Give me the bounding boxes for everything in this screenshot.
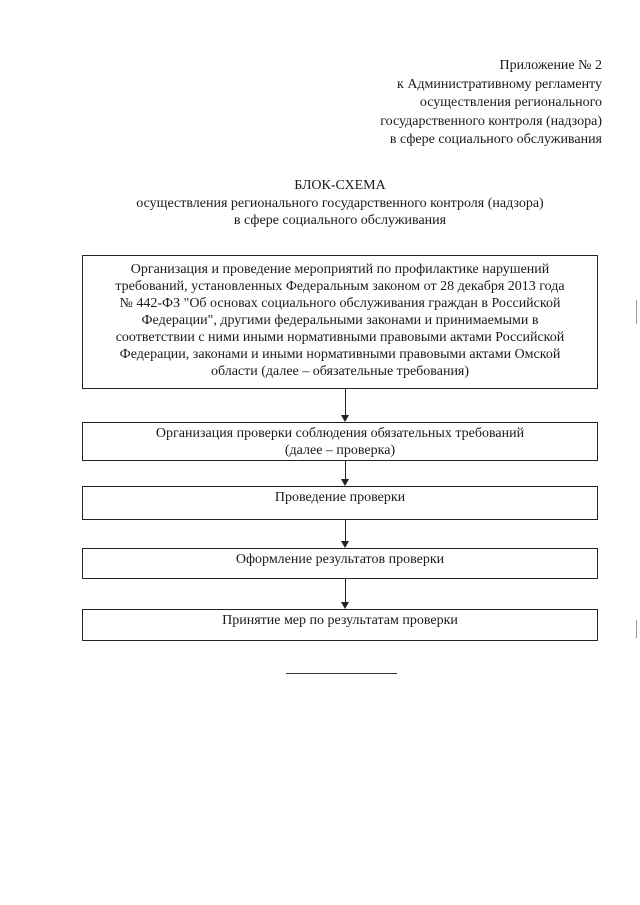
step-text-line: (далее – проверка) — [284, 443, 396, 458]
step-text-line: Федерации, законами и иными нормативными правовыми актами Омской — [119, 347, 561, 362]
step-text-line: Организация проверки соблюдения обязательных требований — [155, 426, 525, 441]
step-text-line: области (далее – обязательные требования) — [210, 364, 470, 379]
flow-step-prevention — [82, 255, 598, 389]
document-title — [60, 177, 620, 230]
flow-step-organize-inspection — [82, 422, 598, 461]
scan-margin-mark — [636, 620, 637, 638]
flow-connector — [345, 520, 346, 541]
step-text-line: № 442-ФЗ "Об основах социального обслуживания граждан в Российской — [119, 296, 561, 311]
appendix-line: государственного контроля (надзора) — [380, 113, 602, 129]
appendix-line: Приложение № 2 — [499, 58, 602, 73]
step-text-line: Организация и проведение мероприятий по профилактике нарушений — [130, 262, 550, 277]
title-heading: БЛОК-СХЕМА — [294, 178, 386, 193]
step-text-line: требований, установленных Федеральным законом от 28 декабря 2013 года — [115, 279, 565, 294]
appendix-block — [242, 57, 602, 150]
flow-connector — [345, 579, 346, 602]
appendix-line: осуществления регионального — [419, 95, 602, 110]
step-text-line: Принятие мер по результатам проверки — [222, 613, 458, 628]
step-text-line: Проведение проверки — [274, 490, 406, 505]
flow-step-take-measures — [82, 609, 598, 641]
flow-step-document-results — [82, 548, 598, 579]
step-text-line: соответствии с ними иными нормативными правовыми актами Российской — [115, 330, 565, 345]
arrow-down-icon — [341, 602, 349, 609]
arrow-down-icon — [341, 541, 349, 548]
flow-connector — [345, 461, 346, 479]
arrow-down-icon — [341, 415, 349, 422]
end-rule — [286, 673, 397, 674]
scan-margin-mark — [636, 300, 637, 324]
arrow-down-icon — [341, 479, 349, 486]
appendix-line: к Административному регламенту — [397, 76, 602, 92]
appendix-line: в сфере социального обслуживания — [389, 132, 602, 147]
title-subline: в сфере социального обслуживания — [233, 213, 447, 228]
step-text-line: Федерации", другими федеральными законами и принимаемыми в — [141, 313, 539, 328]
step-text-line: Оформление результатов проверки — [235, 552, 445, 567]
title-subline: осуществления регионального государственного контроля (надзора) — [136, 195, 544, 211]
flow-step-conduct-inspection — [82, 486, 598, 520]
flow-connector — [345, 389, 346, 415]
